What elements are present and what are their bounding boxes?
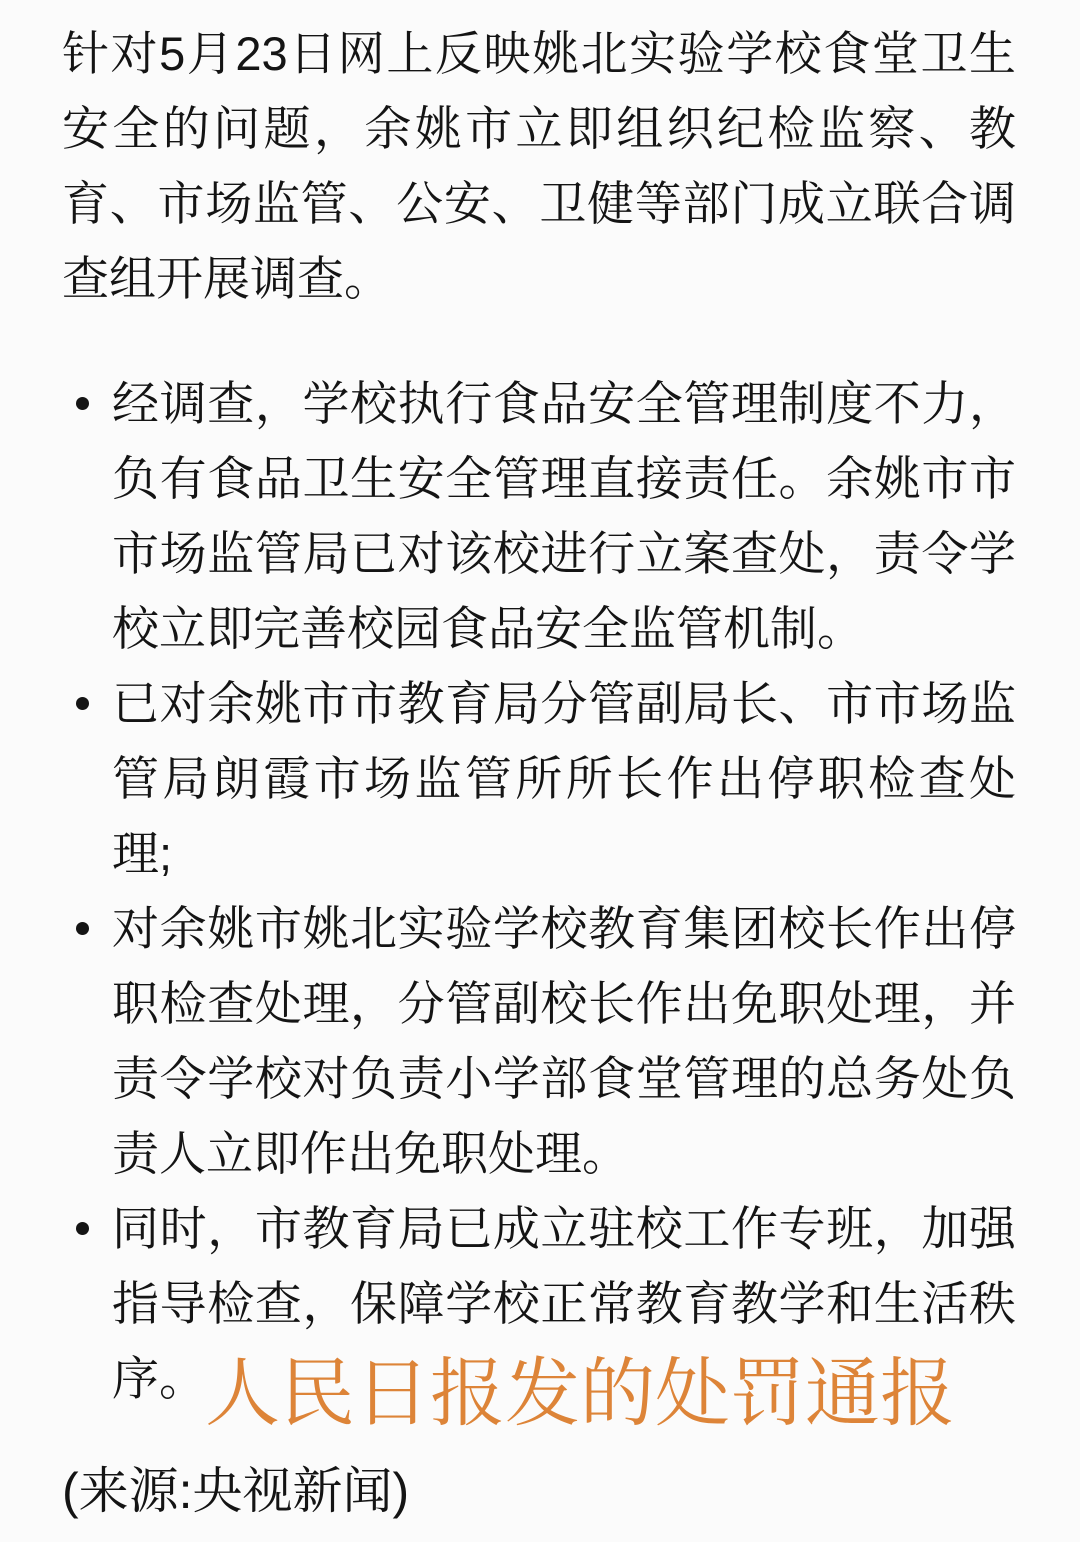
finding-item [62, 366, 1016, 666]
finding-text: 对余姚市姚北实验学校教育集团校长作出停职检查处理，分管副校长作出免职处理，并责令学校对负责小学部食堂管理的总务处负责人立即作出免职处理。 [112, 902, 1016, 1180]
bullet-icon [76, 397, 89, 410]
finding-text: 同时，市教育局已成立驻校工作专班，加强指导检查，保障学校正常教育教学和生活秩序。 [112, 1202, 1016, 1405]
findings-list [62, 366, 1016, 1416]
intro-paragraph: 针对5月23日网上反映姚北实验学校食堂卫生安全的问题，余姚市立即组织纪检监察、教育、市场监管、公安、卫健等部门成立联合调查组开展调查。 [62, 27, 1016, 305]
caption-overlay: 人民日报发的处罚通报 [205, 1349, 956, 1437]
finding-text: 已对余姚市市教育局分管副局长、市市场监管局朗霞市场监管所所长作出停职检查处理; [112, 677, 1016, 880]
source-attribution: (来源:央视新闻) [62, 1463, 410, 1519]
bullet-icon [76, 697, 89, 710]
bullet-icon [76, 922, 89, 935]
finding-text: 经调查，学校执行食品安全管理制度不力，负有食品卫生安全管理直接责任。余姚市市市场监管局已对该校进行立案查处，责令学校立即完善校园食品安全监管机制。 [112, 377, 1016, 655]
bullet-icon [76, 1222, 89, 1235]
finding-item [62, 666, 1016, 891]
finding-item [62, 891, 1016, 1191]
